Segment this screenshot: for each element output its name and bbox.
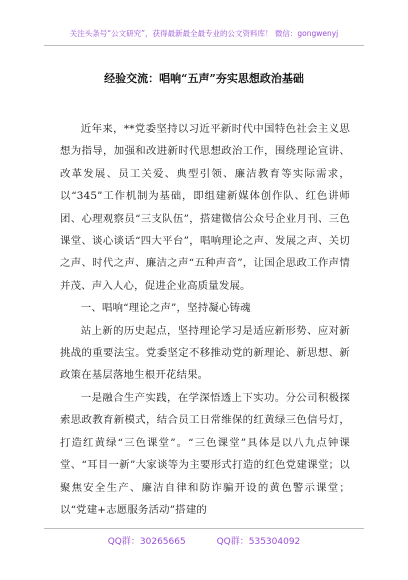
paragraph-intro: 近年来，**党委坚持以习近平新时代中国特色社会主义思想为指导，加强和改进新时代思想政治工作，围绕理论宣讲、改革发展、员工关爱、典型引领、廉洁教育等实际需求，以“345”工作机制为基础，即组建新媒体创作队、红色讲师团、心理观察员“三支队伍”，搭建微信公众号企业月刊、三色课堂、谈心谈话“四大平台”，唱响理论之声、发展之声、关切之声、时代之声、廉洁之声“五种声音”，让国企思政工作声情并茂、声入人心，促进企业高质量发展。 bbox=[60, 123, 350, 292]
qq-group-right: QQ群：535304092 bbox=[216, 537, 301, 547]
paragraph: 站上新的历史起点，坚持理论学习是适应新形势、应对新挑战的重要法宝。党委坚定不移推动党的新理论、新思想、新政策在基层落地生根开花结果。 bbox=[60, 324, 350, 382]
qq-group-left: QQ群：30265665 bbox=[107, 537, 186, 547]
header-divider bbox=[44, 45, 364, 46]
footer-divider bbox=[44, 528, 364, 529]
document-title: 经验交流：唱响“五声”夯实思想政治基础 bbox=[104, 72, 304, 85]
document-body bbox=[60, 118, 350, 521]
paragraph: 一是融合生产实践，在学深悟透上下实功。分公司积极探索思政教育新模式，结合员工日常维保的红黄绿三色信号灯，打造红黄绿“三色课堂”。“三色课堂”具体是以八九点钟课堂、“耳目一新”大家谈等为主要形式打造的红色党建课堂；以聚焦安全生产、廉洁自律和防诈骗开设的黄色警示课堂；以“党建+志愿服务活动”搭建的 bbox=[60, 391, 350, 516]
section-heading: 一、唱响“理论之声”，坚持凝心铸魂 bbox=[80, 302, 251, 315]
footer bbox=[0, 534, 408, 547]
header-note: 关注头条号“公文研究”，获得最新最全最专业的公文资料库！ 微信：gongwenyj bbox=[69, 29, 339, 38]
